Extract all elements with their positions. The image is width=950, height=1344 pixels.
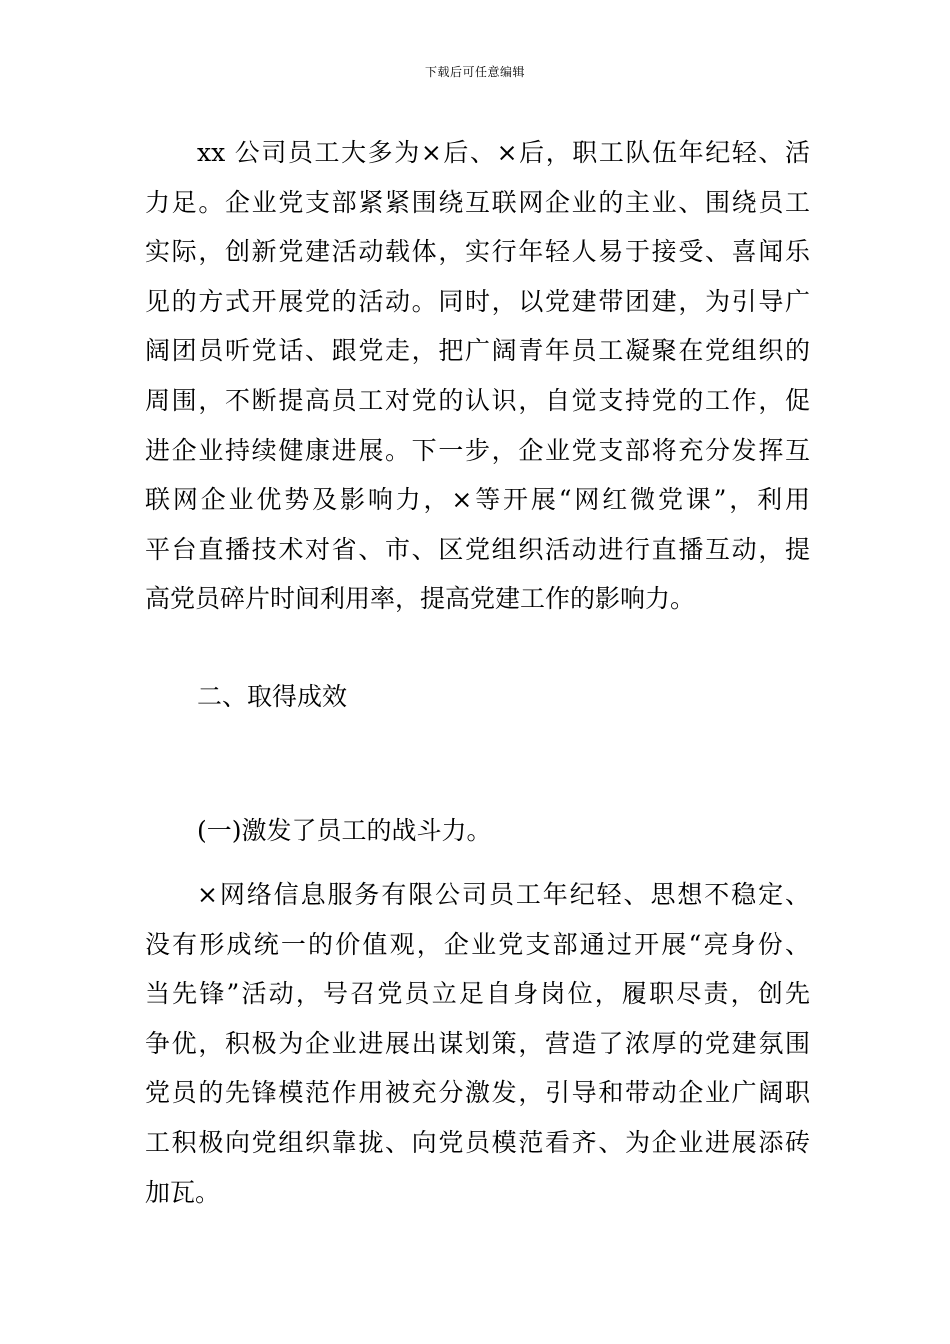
- section-heading: [145, 672, 810, 722]
- subsection-heading: [145, 806, 810, 856]
- paragraph-line: 加瓦。: [145, 1177, 221, 1207]
- paragraph-line: 联网企业优势及影响力，×等开展“网红微党课”，利用: [145, 485, 810, 515]
- paragraph-line: 当先锋”活动，号召党员立足自身岗位，履职尽责，创先: [145, 979, 810, 1009]
- page-header-note: 下载后可任意编辑: [424, 65, 525, 79]
- paragraph-company-background: [145, 128, 810, 624]
- paragraph-line: xx 公司员工大多为×后、×后，职工队伍年纪轻、活: [197, 138, 810, 167]
- subsection-heading-text: (一)激发了员工的战斗力。: [197, 816, 492, 845]
- section-heading-text: 二、取得成效: [197, 682, 348, 711]
- paragraph-line: 见的方式开展党的活动。同时，以党建带团建，为引导广: [145, 286, 810, 316]
- paragraph-line: ×网络信息服务有限公司员工年纪轻、思想不稳定、: [197, 880, 810, 909]
- paragraph-achievements: [145, 870, 810, 1217]
- paragraph-line: 周围，不断提高员工对党的认识，自觉支持党的工作，促: [145, 385, 810, 415]
- paragraph-line: 没有形成统一的价值观，企业党支部通过开展“亮身份、: [145, 929, 810, 959]
- paragraph-line: 争优，积极为企业进展出谋划策，营造了浓厚的党建氛围: [145, 1028, 810, 1058]
- paragraph-line: 实际，创新党建活动载体，实行年轻人易于接受、喜闻乐: [145, 237, 810, 267]
- paragraph-line: 力足。企业党支部紧紧围绕互联网企业的主业、围绕员工: [145, 187, 810, 217]
- paragraph-line: 进企业持续健康进展。下一步，企业党支部将充分发挥互: [145, 435, 810, 465]
- paragraph-line: 阔团员听党话、跟党走，把广阔青年员工凝聚在党组织的: [145, 336, 810, 366]
- paragraph-line: 工积极向党组织靠拢、向党员模范看齐、为企业进展添砖: [145, 1127, 810, 1157]
- paragraph-line: 高党员碎片时间利用率，提高党建工作的影响力。: [145, 584, 696, 614]
- paragraph-line: 党员的先锋模范作用被充分激发，引导和带动企业广阔职: [145, 1078, 810, 1108]
- paragraph-line: 平台直播技术对省、市、区党组织活动进行直播互动，提: [145, 534, 810, 564]
